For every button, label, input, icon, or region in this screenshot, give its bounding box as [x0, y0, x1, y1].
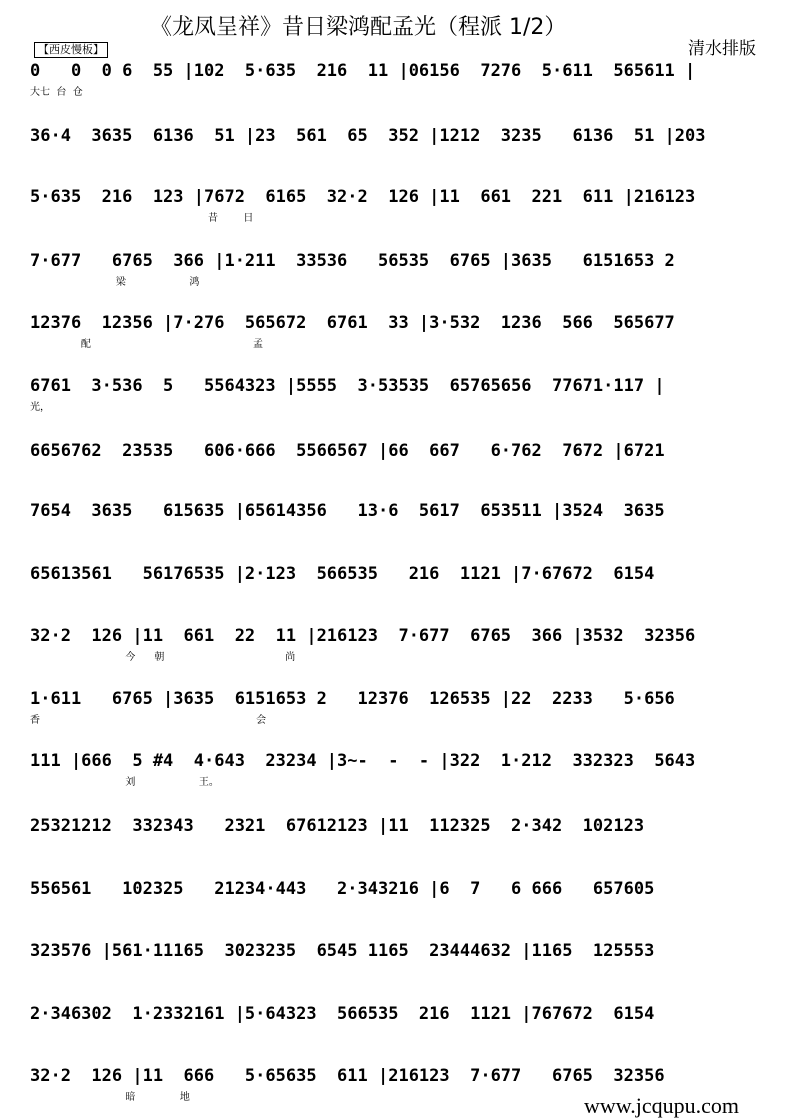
lyric-text: 大七 台 仓 — [30, 87, 83, 98]
score-line — [30, 940, 775, 986]
lyric-text: 今 朝 尚 — [30, 652, 296, 663]
score-line — [30, 815, 775, 861]
score-line — [30, 312, 775, 358]
jianpu-notes: 6656762 23535 606·666 5566567 |66 667 6·762 7672 |6721 — [30, 441, 665, 461]
score-line — [30, 440, 775, 486]
score-line — [30, 1003, 775, 1049]
score-line — [30, 878, 775, 924]
jianpu-notes: 6761 3·536 5 5564323 |5555 3·53535 65765656 77671·117 | — [30, 376, 665, 396]
score-line — [30, 500, 775, 546]
lyric-text: 光， — [30, 402, 50, 413]
jianpu-notes: 0 0 0 6 55 |102 5·635 216 11 |06156 7276 5·611 565611 | — [30, 61, 696, 81]
jianpu-notes: 65613561 56176535 |2·123 566535 216 1121 |7·67672 6154 — [30, 564, 655, 584]
score-line — [30, 125, 775, 171]
jianpu-notes: 25321212 332343 2321 67612123 |11 112325 2·342 102123 — [30, 816, 645, 836]
typesetter-credit: 清水排版 — [688, 39, 756, 59]
lyric-text: 昔 日 — [30, 213, 254, 224]
lyric-text: 刘 王。 — [30, 777, 219, 788]
jianpu-notes: 2·346302 1·2332161 |5·64323 566535 216 1121 |767672 6154 — [30, 1004, 655, 1024]
score-line — [30, 563, 775, 609]
jianpu-notes: 36·4 3635 6136 51 |23 561 65 352 |1212 3235 6136 51 |203 — [30, 126, 706, 146]
page-title: 《龙凤呈祥》昔日梁鸿配孟光（程派 1/2） — [150, 15, 567, 40]
score-line — [30, 250, 775, 296]
jianpu-notes: 7·677 6765 366 |1·211 33536 56535 6765 |3635 6151653 2 — [30, 251, 675, 271]
score-line — [30, 186, 775, 232]
jianpu-notes: 12376 12356 |7·276 565672 6761 33 |3·532 1236 566 565677 — [30, 313, 675, 333]
lyric-text: 梁 鸿 — [30, 277, 200, 288]
lyric-text: 配 孟 — [30, 339, 263, 350]
site-watermark: www.jcqupu.com — [584, 1093, 739, 1118]
jianpu-notes: 556561 102325 21234·443 2·343216 |6 7 6 666 657605 — [30, 879, 655, 899]
jianpu-notes: 32·2 126 |11 661 22 11 |216123 7·677 6765 366 |3532 32356 — [30, 626, 696, 646]
jianpu-notes: 7654 3635 615635 |65614356 13·6 5617 653511 |3524 3635 — [30, 501, 665, 521]
jianpu-notes: 32·2 126 |11 666 5·65635 611 |216123 7·677 6765 32356 — [30, 1066, 665, 1086]
jianpu-notes: 1·611 6765 |3635 6151653 2 12376 126535 |22 2233 5·656 — [30, 689, 675, 709]
lyric-text: 香 会 — [30, 715, 267, 726]
score-line — [30, 750, 775, 796]
meter-marking: 【西皮慢板】 — [34, 42, 108, 58]
score-line — [30, 688, 775, 734]
lyric-text: 暗 地 — [30, 1092, 190, 1103]
score-line — [30, 60, 775, 106]
jianpu-notes: 5·635 216 123 |7672 6165 32·2 126 |11 661 221 611 |216123 — [30, 187, 696, 207]
score-line — [30, 375, 775, 421]
jianpu-notes: 323576 |561·11165 3023235 6545 1165 23444632 |1165 125553 — [30, 941, 655, 961]
jianpu-notes: 111 |666 5 #4 4·643 23234 |3~- - - |322 1·212 332323 5643 — [30, 751, 696, 771]
score-line — [30, 625, 775, 671]
